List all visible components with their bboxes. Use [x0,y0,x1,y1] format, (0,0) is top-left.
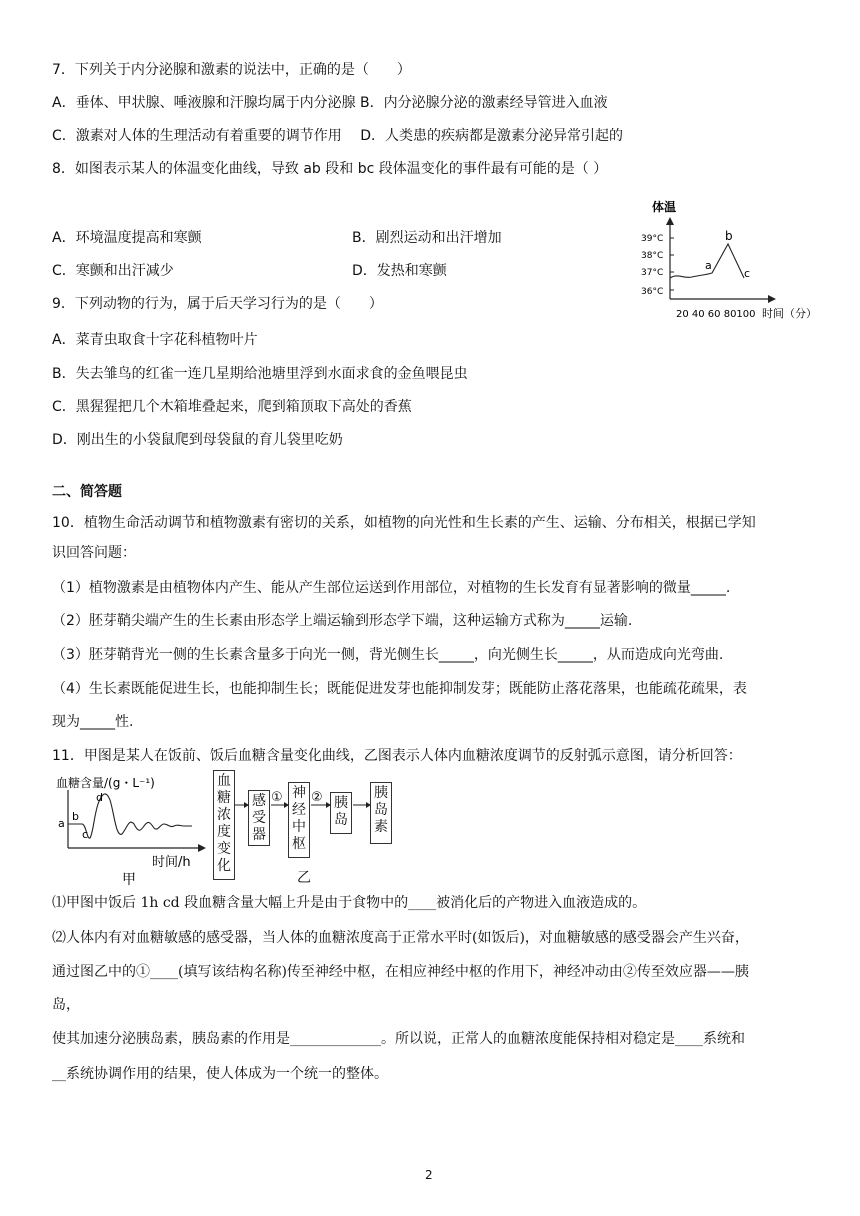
q10-part4-line2: 现为_____性. [52,714,134,730]
q11-yi-caption: 乙 [297,870,311,886]
q10-part1: （1）植物激素是由植物体内产生、能从产生部位运送到作用部位，对植物的生长发育有显著影响的微量_____. [52,580,731,596]
q11-yi-box-glucose-change: 血糖浓度变化 [213,770,235,880]
q10-stem-line1: 10．植物生命活动调节和植物激素有密切的关系，如植物的向光性和生长素的产生、运输、分布相关，根据已学知 [52,515,756,531]
q8-point-a: a [705,259,712,272]
q8-point-c: c [744,267,751,280]
q11-jia-point-b: b [72,810,79,823]
q11-jia-point-d: d [96,791,103,804]
q8-point-b: b [725,229,733,243]
q11-part2-line2: 通过图乙中的①____(填写该结构名称)传至神经中枢，在相应神经中枢的作用下，神经冲动由②传至效应器——胰 [52,964,749,980]
q8-temperature-chart [640,195,840,325]
q11-yi-arrows [230,795,380,815]
q8-chart-xlabel: 时间（分） [762,307,817,320]
q10-part3: （3）胚芽鞘背光一侧的生长素含量多于向光一侧，背光侧生长_____，向光侧生长_____，从而造成向光弯曲. [52,647,724,663]
q11-yi-marker-2: ② [311,790,323,805]
q8-chart-ylabel: 体温 [652,200,677,214]
q11-yi-box-islet: 胰岛 [330,792,352,834]
q11-part2-line3: 岛， [52,997,80,1013]
q9-option-c: C．黑猩猩把几个木箱堆叠起来，爬到箱顶取下高处的香蕉 [52,399,412,415]
q11-jia-xlabel: 时间/h [152,855,191,870]
q9-option-d: D．刚出生的小袋鼠爬到母袋鼠的育儿袋里吃奶 [52,432,343,448]
q8-chart-ytick-37: 37°C [641,268,664,278]
q8-chart-ytick-36: 36°C [641,287,664,297]
q7-stem: 7．下列关于内分泌腺和激素的说法中，正确的是（ ） [52,62,411,78]
q11-jia-caption: 甲 [122,872,136,888]
section-title: 二、简答题 [52,484,122,500]
q7-options-ab: A．垂体、甲状腺、唾液腺和汗腺均属于内分泌腺 B．内分泌腺分泌的激素经导管进入血液 [52,95,608,111]
q7-options-cd: C．激素对人体的生理活动有着重要的调节作用 D．人类患的疾病都是激素分泌异常引起的 [52,128,624,144]
q11-yi-box-nerve-center: 神经中枢 [288,782,310,858]
q9-stem: 9．下列动物的行为，属于后天学习行为的是（ ） [52,296,383,312]
q11-yi-box-receptor: 感受器 [248,790,270,846]
q11-jia-point-a: a [58,817,65,830]
q11-jia-point-c: c [82,828,89,841]
q8-option-c: C．寒颤和出汗减少 [52,263,174,279]
q10-part2: （2）胚芽鞘尖端产生的生长素由形态学上端运输到形态学下端，这种运输方式称为_____运输. [52,613,633,629]
q11-part2-line5: __系统协调作用的结果，使人体成为一个统一的整体。 [52,1066,388,1082]
q8-option-b: B．剧烈运动和出汗增加 [352,230,502,246]
q8-chart-xticks: 20 40 60 80100 [676,309,756,320]
q11-part2-line1: ⑵人体内有对血糖敏感的感受器，当人体的血糖浓度高于正常水平时(如饭后)，对血糖敏感的感受器会产生兴奋， [52,930,749,946]
q9-option-b: B．失去雏鸟的红雀一连几星期给池塘里浮到水面求食的金鱼喂昆虫 [52,366,468,382]
q11-yi-box-insulin: 胰岛素 [370,782,392,844]
q11-part1: ⑴甲图中饭后 1h cd 段血糖含量大幅上升是由于食物中的____被消化后的产物进入血液造成的。 [52,895,647,911]
page-number: 2 [425,1168,433,1182]
q8-chart-ytick-39: 39°C [641,234,664,244]
q8-option-d: D．发热和寒颤 [352,263,447,279]
q8-chart-ytick-38: 38°C [641,251,664,261]
q10-stem-line2: 识回答问题： [52,545,136,561]
q9-option-a: A．菜青虫取食十字花科植物叶片 [52,332,258,348]
q11-jia-ylabel: 血糖含量/(g・L⁻¹) [56,776,155,790]
q8-stem: 8．如图表示某人的体温变化曲线，导致 ab 段和 bc 段体温变化的事件最有可能的是（ ） [52,161,608,177]
q11-stem: 11．甲图是某人在饭前、饭后血糖含量变化曲线，乙图表示人体内血糖浓度调节的反射弧示意图，请分析回答： [52,748,742,764]
q11-yi-marker-1: ① [271,790,283,805]
q11-figure-jia [52,768,210,888]
q11-part2-line4: 使其加速分泌胰岛素，胰岛素的作用是_____________。所以说，正常人的血糖浓度能保持相对稳定是____系统和 [52,1031,745,1047]
q8-option-a: A．环境温度提高和寒颤 [52,230,202,246]
q10-part4-line1: （4）生长素既能促进生长，也能抑制生长；既能促进发芽也能抑制发芽；既能防止落花落果，也能疏花疏果，表 [52,681,747,697]
